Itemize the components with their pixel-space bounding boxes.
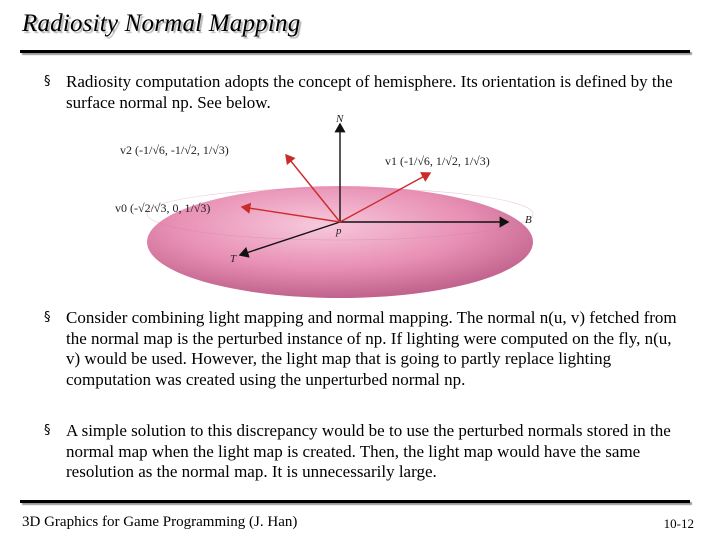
bullet-marker: §	[44, 423, 51, 438]
bullet-text: Radiosity computation adopts the concept of hemisphere. Its orientation is defined by the surface normal np. See below.	[66, 72, 673, 112]
v2-label: v2 (-1/√6, -1/√2, 1/√3)	[120, 143, 229, 157]
v1-label: v1 (-1/√6, 1/√2, 1/√3)	[385, 154, 490, 168]
hemisphere-diagram	[100, 110, 580, 306]
footer-divider	[20, 500, 690, 503]
v0-label: v0 (-√2/√3, 0, 1/√3)	[115, 201, 211, 215]
bullet-text: Consider combining light mapping and normal mapping. The normal n(u, v) fetched from the normal map is the perturbed instance of np. If lighting were computed on the fly, n(u, v) would be used. However, the light map that is going to partly replace lighting computation was created using the unperturbed normal np.	[66, 308, 677, 389]
bullet-item	[44, 308, 684, 390]
slide-title: Radiosity Normal Mapping	[22, 10, 301, 37]
bullet-item	[44, 72, 684, 113]
normal-label: N	[336, 113, 344, 125]
bullet-item	[44, 421, 684, 483]
point-p-label: p	[336, 225, 342, 237]
bitangent-label: B	[525, 214, 532, 226]
bullet-marker: §	[44, 310, 51, 325]
tangent-label: T	[230, 253, 237, 265]
footer-course-title: 3D Graphics for Game Programming (J. Han)	[22, 514, 298, 530]
bullet-marker: §	[44, 74, 51, 89]
footer-page-number: 10-12	[663, 516, 694, 531]
bullet-text: A simple solution to this discrepancy would be to use the perturbed normals stored in the normal map when the light map is created. Then, the light map would have the same resolution as the normal map. It is unnecessarily large.	[66, 421, 671, 481]
title-divider	[20, 50, 690, 53]
